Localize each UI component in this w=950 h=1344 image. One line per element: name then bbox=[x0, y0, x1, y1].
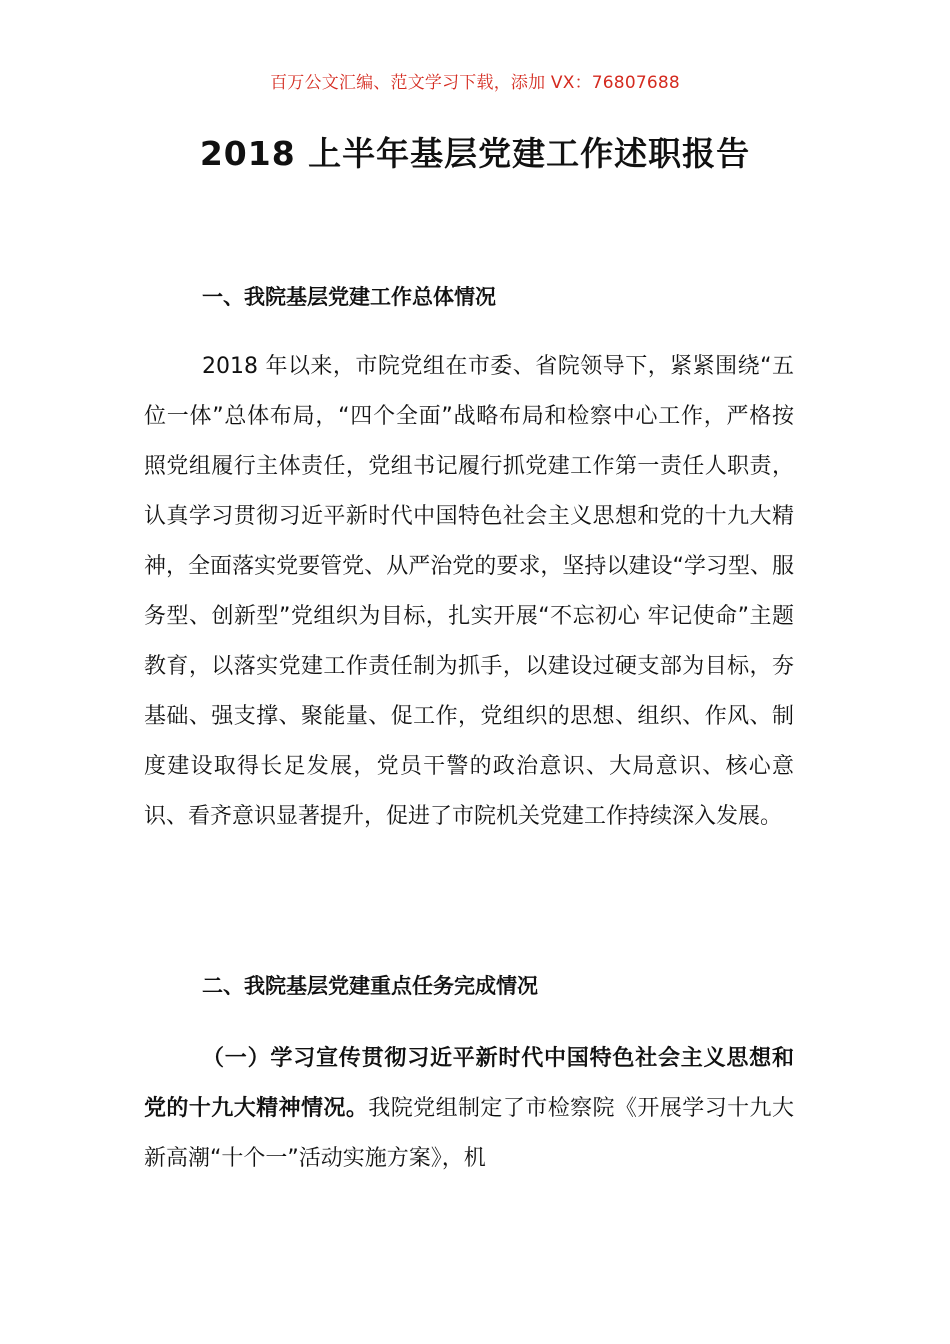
section-1-body bbox=[144, 342, 794, 842]
section-2-body bbox=[144, 1034, 794, 1184]
section-2-heading: 二、我院基层党建重点任务完成情况 bbox=[202, 974, 538, 998]
subsection-1-paragraph bbox=[144, 1034, 794, 1184]
document-title: 2018 上半年基层党建工作述职报告 bbox=[199, 134, 751, 173]
header-watermark-note: 百万公文汇编、范文学习下载，添加 VX：76807688 bbox=[270, 73, 680, 93]
subsection-1-lead: （一）学习宣传贯彻习近平新时代中国特色社会主义思想和党的十九大精神情况。 bbox=[144, 1046, 794, 1121]
subsection-1-text: 我院党组制定了市检察院《开展学习十九大新高潮“十个一”活动实施方案》，机 bbox=[144, 1096, 794, 1171]
section-1-paragraph: 2018 年以来，市院党组在市委、省院领导下，紧紧围绕“五位一体”总体布局，“四个全面”战略布局和检察中心工作，严格按照党组履行主体责任，党组书记履行抓党建工作第一责任人职责，认真学习贯彻习近平新时代中国特色社会主义思想和党的十九大精神，全面落实党要管党、从严治党的要求，坚持以建设“学习型、服务型、创新型”党组织为目标，扎实开展“不忘初心 牢记使命”主题教育，以落实党建工作责任制为抓手，以建设过硬支部为目标，夯基础、强支撑、聚能量、促工作，党组织的思想、组织、作风、制度建设取得长足发展，党员干警的政治意识、大局意识、核心意识、看齐意识显著提升，促进了市院机关党建工作持续深入发展。 bbox=[144, 354, 794, 829]
section-1-heading: 一、我院基层党建工作总体情况 bbox=[202, 285, 496, 309]
